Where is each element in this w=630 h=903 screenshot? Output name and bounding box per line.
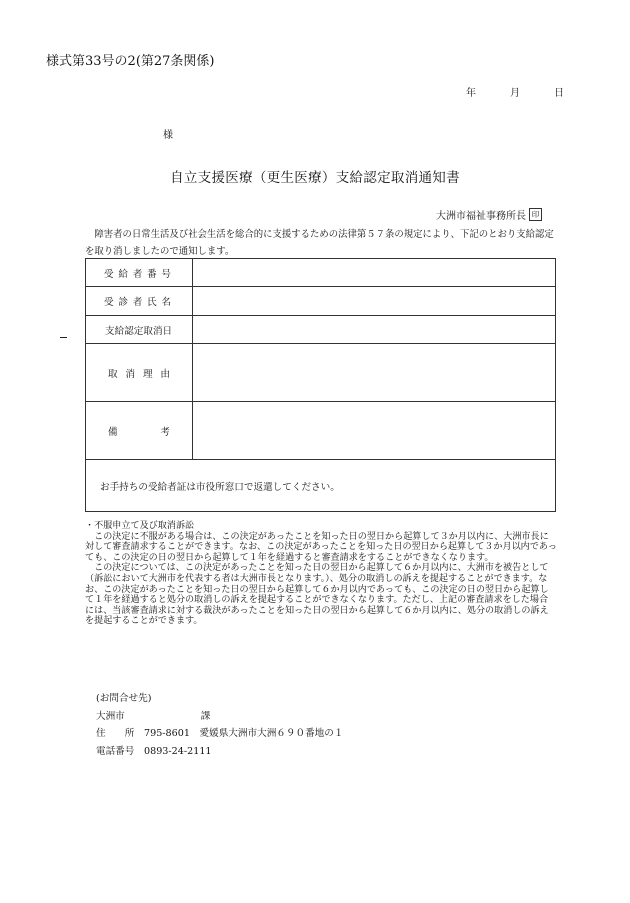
patient-name-field[interactable] (193, 287, 556, 316)
contact-city: 大洲市 (96, 710, 125, 722)
issuer (436, 207, 542, 222)
remarks-field[interactable] (193, 402, 556, 460)
contact-department (96, 708, 343, 726)
contact-info (96, 690, 343, 760)
return-notice: お手持ちの受給者証は市役所窓口で返還してください。 (86, 460, 556, 512)
issuer-name: 大洲市福祉事務所長 (436, 211, 526, 222)
form-number: 様式第33号の2(第27条関係) (46, 54, 215, 69)
appeal-notes (85, 521, 557, 627)
margin-mark (60, 337, 67, 338)
table-row (86, 402, 556, 460)
phone-value: 0893-24-2111 (144, 745, 212, 757)
remarks-label: 備 考 (86, 402, 193, 460)
table-row (86, 460, 556, 512)
table-row (86, 344, 556, 402)
table-row (86, 259, 556, 287)
table-row (86, 287, 556, 316)
seal-mark: 印 (529, 208, 542, 221)
phone-label: 電話番号 (96, 745, 135, 757)
intro-text: 障害者の日常生活及び社会生活を総合的に支援するための法律第５７条の規定により、下記のとおり支給認定を取り消しましたので通知します。 (85, 229, 554, 257)
patient-name-label: 受 診 者 氏 名 (86, 287, 193, 316)
cancel-date-field[interactable] (193, 316, 556, 344)
cancel-reason-field[interactable] (193, 344, 556, 402)
recipient-number-field[interactable] (193, 259, 556, 287)
contact-address (96, 725, 343, 743)
appeal-heading: ・不服申立て及び取消訴訟 (85, 521, 195, 531)
table-row (86, 316, 556, 344)
cancel-reason-label: 取 消 理 由 (86, 344, 193, 402)
recipient-number-label: 受 給 者 番 号 (86, 259, 193, 287)
appeal-paragraph: この決定に不服がある場合は、この決定があったことを知った日の翌日から起算して３か月以内に、大洲市長に対して審査請求することができます。なお、この決定があったことを知った日の翌日から起算して３か月以内であっても、この決定の日の翌日から起算して１年を経過すると審査請求をすることができなくなります。 (85, 531, 557, 563)
date-day: 日 (554, 88, 564, 99)
contact-section: 課 (200, 710, 211, 722)
date-year: 年 (466, 88, 476, 99)
address-label: 住 所 (96, 728, 135, 739)
date-line (466, 84, 564, 99)
appeal-paragraph: この決定については、この決定があったことを知った日の翌日から起算して６か月以内に、大洲市を被告として（訴訟において大洲市を代表する者は大洲市長となります。）、処分の取消しの訴えを提起することができます。なお、この決定があったことを知った日の翌日から起算して６か月以内であっても、この決定の日の翌日から起算して１年を経過すると処分の取消しの訴えを提起することができなくなります。ただし、上記の審査請求をした場合には、当該審査請求に対する裁決があったことを知った日の翌日から起算して６か月以内に、処分の取消しの訴えを提起することができます。 (85, 563, 549, 627)
recipient-suffix: 様 (163, 130, 173, 141)
contact-phone (96, 743, 343, 761)
date-month: 月 (510, 88, 520, 99)
document-title: 自立支援医療（更生医療）支給認定取消通知書 (170, 170, 460, 186)
contact-heading: (お問合せ先) (96, 693, 152, 704)
certificate-table (85, 258, 556, 512)
cancel-date-label: 支給認定取消日 (86, 316, 193, 344)
address-value: 795-8601 愛媛県大洲市大洲６９０番地の１ (144, 728, 344, 739)
